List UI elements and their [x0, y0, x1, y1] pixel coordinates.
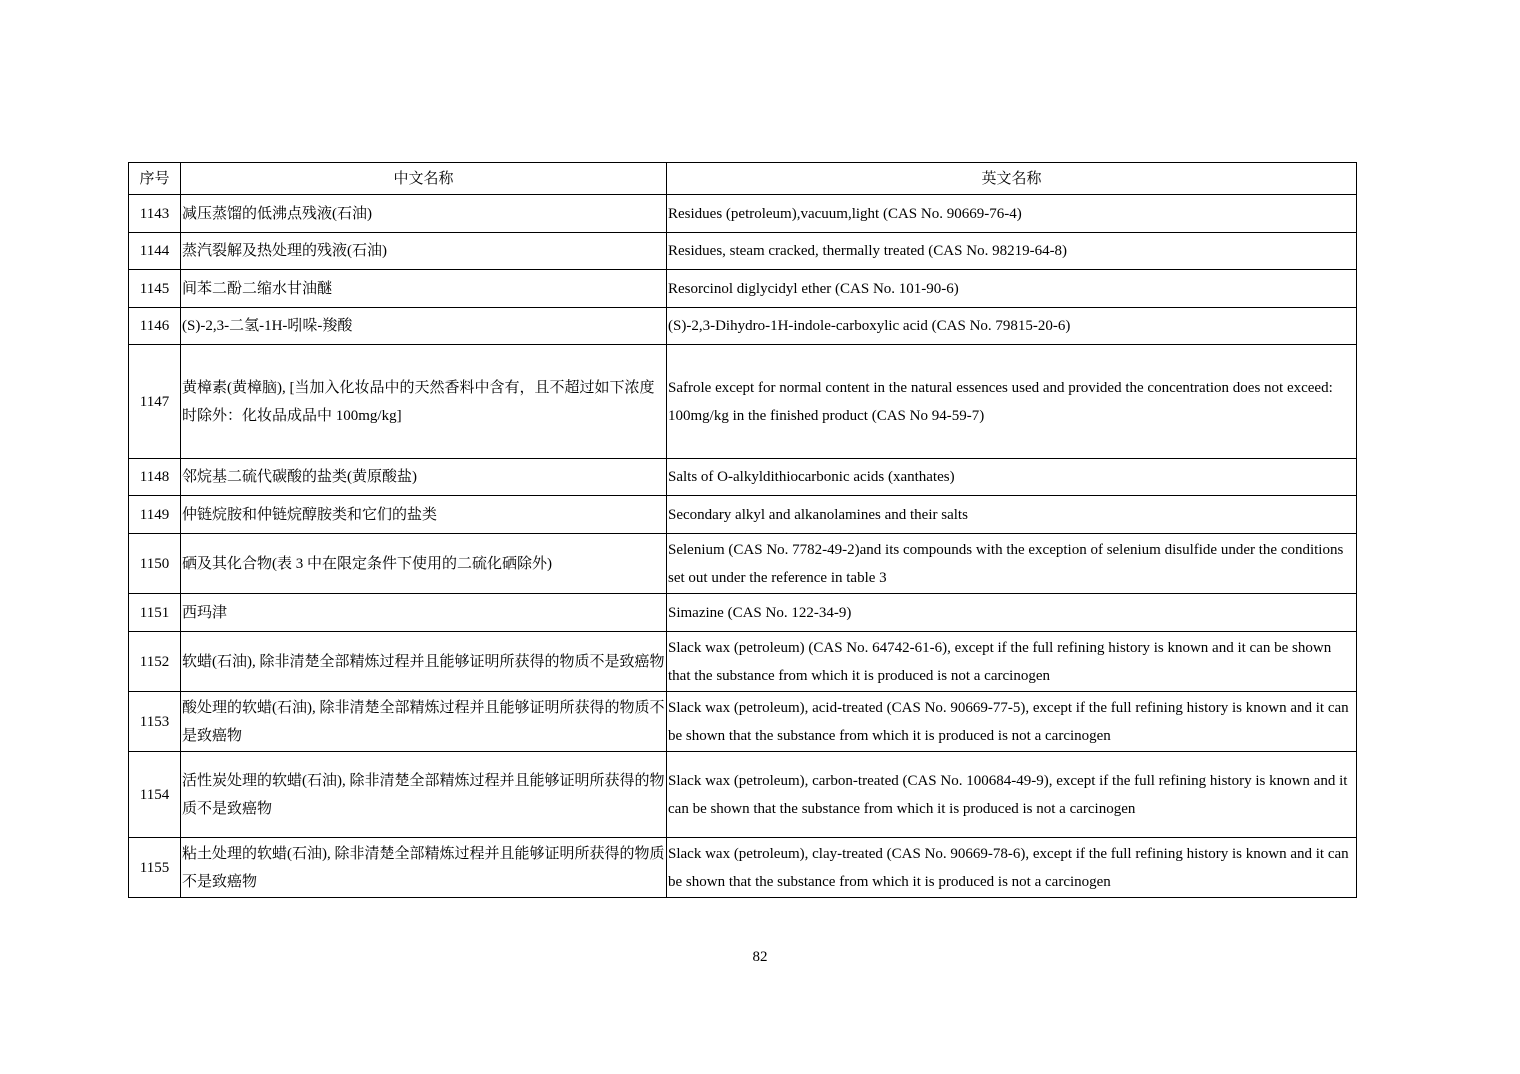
- row-number: 1153: [129, 692, 181, 752]
- row-chinese-name: 酸处理的软蜡(石油), 除非清楚全部精炼过程并且能够证明所获得的物质不是致癌物: [181, 692, 667, 752]
- row-number: 1148: [129, 459, 181, 496]
- row-english-name: Slack wax (petroleum), acid-treated (CAS No. 90669-77-5), except if the full refining history is known and it can be shown that the substance from which it is produced is not a carcinogen: [667, 692, 1357, 752]
- row-number: 1154: [129, 752, 181, 838]
- table-row: [129, 459, 1357, 496]
- table-row: [129, 233, 1357, 270]
- row-number: 1155: [129, 838, 181, 898]
- row-english-name: Secondary alkyl and alkanolamines and their salts: [667, 496, 1357, 534]
- table-row: [129, 752, 1357, 838]
- row-chinese-name: (S)-2,3-二氢-1H-吲哚-羧酸: [181, 308, 667, 345]
- row-chinese-name: 邻烷基二硫代碳酸的盐类(黄原酸盐): [181, 459, 667, 496]
- table-row: [129, 496, 1357, 534]
- row-english-name: Resorcinol diglycidyl ether (CAS No. 101-90-6): [667, 270, 1357, 308]
- row-number: 1147: [129, 345, 181, 459]
- table-row: [129, 632, 1357, 692]
- row-english-name: Simazine (CAS No. 122-34-9): [667, 594, 1357, 632]
- header-chinese-name: 中文名称: [181, 163, 667, 195]
- row-english-name: Selenium (CAS No. 7782-49-2)and its compounds with the exception of selenium disulfide under the conditions set out under the reference in table 3: [667, 534, 1357, 594]
- prohibited-substances-table: [128, 162, 1357, 898]
- row-english-name: Salts of O-alkyldithiocarbonic acids (xanthates): [667, 459, 1357, 496]
- table-row: [129, 692, 1357, 752]
- row-number: 1151: [129, 594, 181, 632]
- row-number: 1145: [129, 270, 181, 308]
- row-chinese-name: 仲链烷胺和仲链烷醇胺类和它们的盐类: [181, 496, 667, 534]
- row-english-name: Slack wax (petroleum) (CAS No. 64742-61-6), except if the full refining history is known and it can be shown that the substance from which it is produced is not a carcinogen: [667, 632, 1357, 692]
- row-english-name: (S)-2,3-Dihydro-1H-indole-carboxylic acid (CAS No. 79815-20-6): [667, 308, 1357, 345]
- table-row: [129, 534, 1357, 594]
- row-number: 1144: [129, 233, 181, 270]
- row-chinese-name: 蒸汽裂解及热处理的残液(石油): [181, 233, 667, 270]
- row-number: 1149: [129, 496, 181, 534]
- row-number: 1152: [129, 632, 181, 692]
- row-chinese-name: 活性炭处理的软蜡(石油), 除非清楚全部精炼过程并且能够证明所获得的物质不是致癌物: [181, 752, 667, 838]
- header-english-name: 英文名称: [667, 163, 1357, 195]
- header-serial-number: 序号: [129, 163, 181, 195]
- row-chinese-name: 减压蒸馏的低沸点残液(石油): [181, 195, 667, 233]
- row-number: 1146: [129, 308, 181, 345]
- row-english-name: Residues (petroleum),vacuum,light (CAS No. 90669-76-4): [667, 195, 1357, 233]
- row-english-name: Slack wax (petroleum), clay-treated (CAS No. 90669-78-6), except if the full refining history is known and it can be shown that the substance from which it is produced is not a carcinogen: [667, 838, 1357, 898]
- row-chinese-name: 黄樟素(黄樟脑), [当加入化妆品中的天然香料中含有，且不超过如下浓度时除外：化妆品成品中 100mg/kg]: [181, 345, 667, 459]
- row-english-name: Residues, steam cracked, thermally treated (CAS No. 98219-64-8): [667, 233, 1357, 270]
- row-chinese-name: 软蜡(石油), 除非清楚全部精炼过程并且能够证明所获得的物质不是致癌物: [181, 632, 667, 692]
- row-number: 1143: [129, 195, 181, 233]
- row-chinese-name: 间苯二酚二缩水甘油醚: [181, 270, 667, 308]
- table-header-row: [129, 163, 1357, 195]
- table-row: [129, 345, 1357, 459]
- page-number: 82: [752, 949, 768, 965]
- table-row: [129, 195, 1357, 233]
- row-chinese-name: 粘土处理的软蜡(石油), 除非清楚全部精炼过程并且能够证明所获得的物质不是致癌物: [181, 838, 667, 898]
- row-chinese-name: 硒及其化合物(表 3 中在限定条件下使用的二硫化硒除外): [181, 534, 667, 594]
- row-english-name: Slack wax (petroleum), carbon-treated (CAS No. 100684-49-9), except if the full refining history is known and it can be shown that the substance from which it is produced is not a carcinogen: [667, 752, 1357, 838]
- table-row: [129, 308, 1357, 345]
- table-row: [129, 270, 1357, 308]
- row-chinese-name: 西玛津: [181, 594, 667, 632]
- row-english-name: Safrole except for normal content in the natural essences used and provided the concentration does not exceed: 100mg/kg in the finished product (CAS No 94-59-7): [667, 345, 1357, 459]
- table-row: [129, 594, 1357, 632]
- row-number: 1150: [129, 534, 181, 594]
- table-row: [129, 838, 1357, 898]
